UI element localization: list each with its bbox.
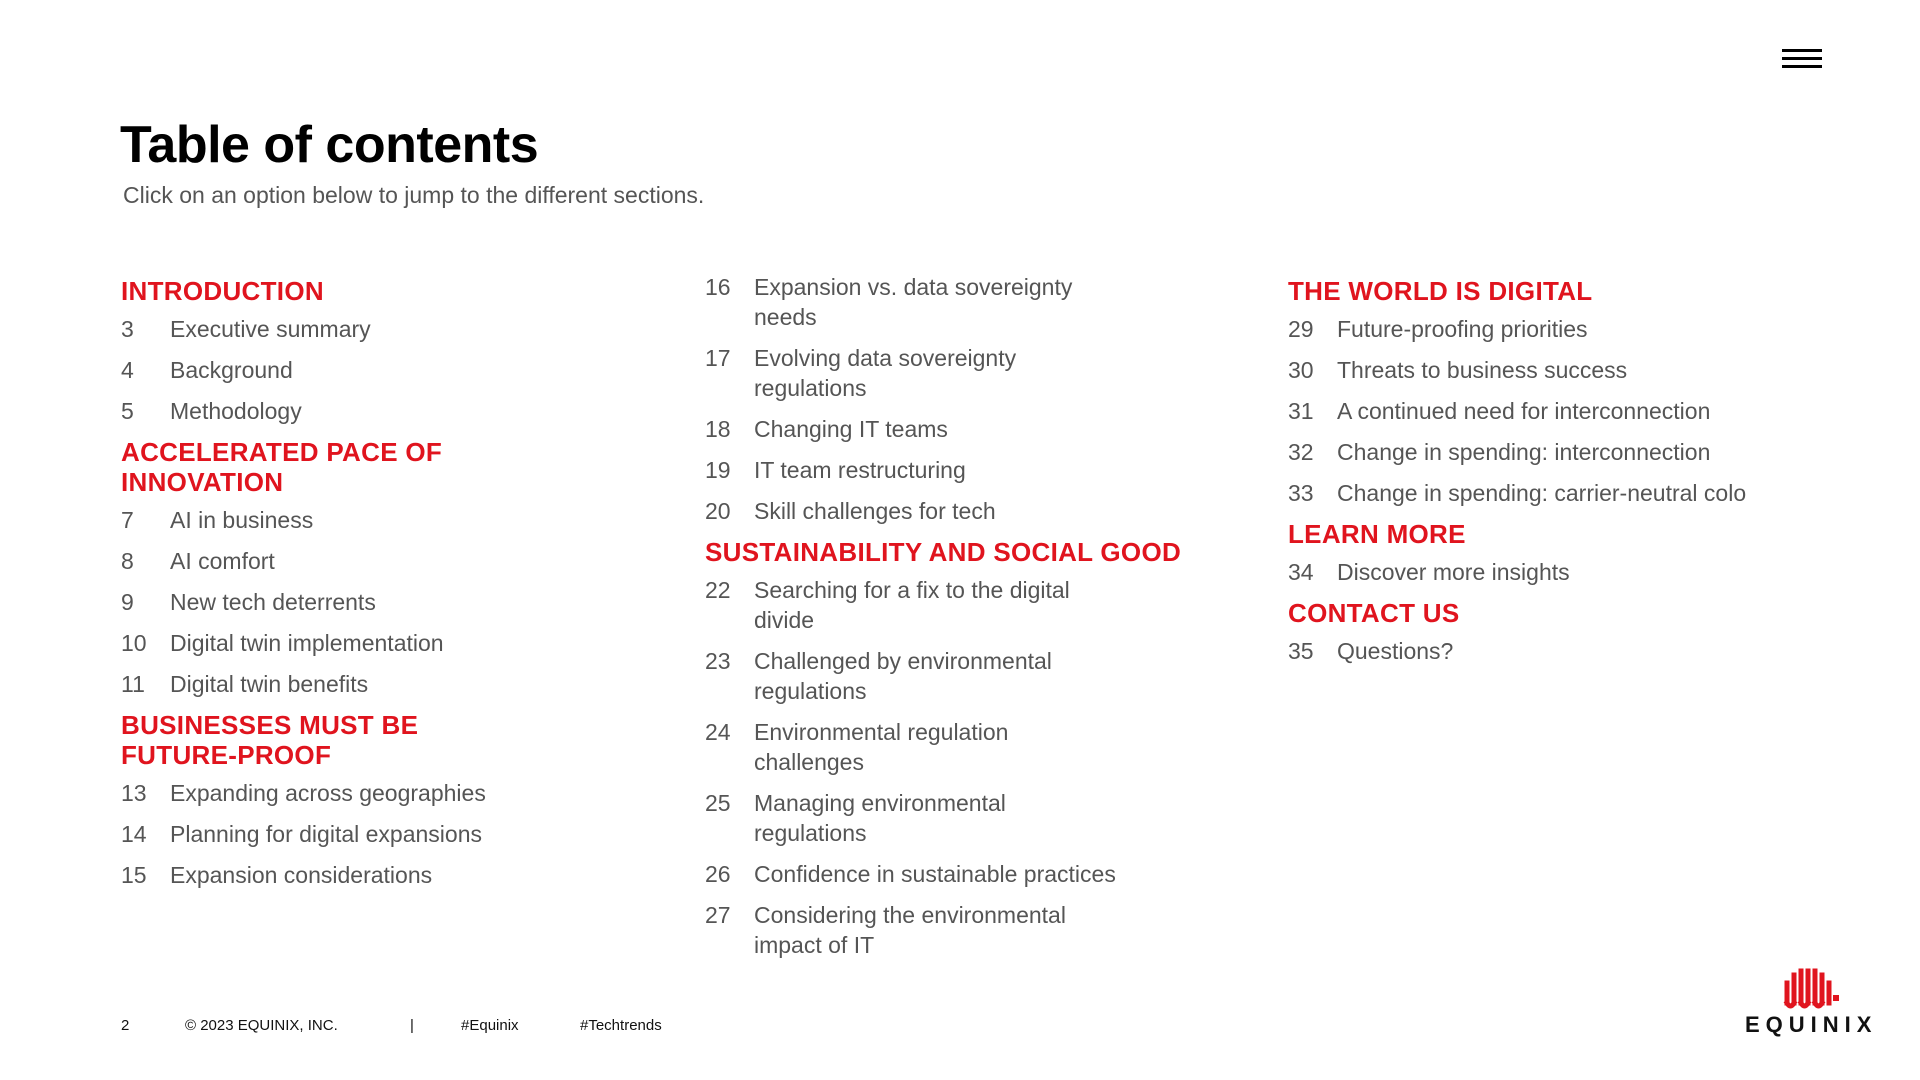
toc-entry-label: Executive summary bbox=[170, 316, 371, 342]
toc-entry-page-number: 4 bbox=[121, 357, 134, 383]
toc-entry-page-number: 9 bbox=[121, 589, 134, 615]
toc-entry[interactable] bbox=[705, 343, 1265, 403]
toc-entry[interactable] bbox=[121, 355, 571, 385]
toc-entry-label: Planning for digital expansions bbox=[170, 821, 482, 847]
toc-entry-page-number: 16 bbox=[705, 274, 731, 300]
hamburger-menu-button[interactable] bbox=[1782, 49, 1824, 73]
toc-entry-page-number: 26 bbox=[705, 861, 731, 887]
toc-entry-label: Challenged by environmental regulations bbox=[754, 648, 1052, 704]
toc-entry[interactable] bbox=[121, 546, 571, 576]
toc-entry-label: Change in spending: carrier-neutral colo bbox=[1337, 480, 1747, 506]
toc-entry-label: AI in business bbox=[170, 507, 314, 533]
toc-entry-label: Changing IT teams bbox=[754, 416, 948, 442]
toc-entry[interactable] bbox=[705, 455, 1265, 485]
toc-entry-label: Skill challenges for tech bbox=[754, 498, 996, 524]
hamburger-line bbox=[1782, 49, 1822, 52]
toc-entry-page-number: 27 bbox=[705, 902, 731, 928]
toc-column-3 bbox=[1288, 272, 1848, 677]
toc-entry-label: Questions? bbox=[1337, 638, 1454, 664]
toc-entry-label: Background bbox=[170, 357, 293, 383]
section-heading[interactable]: THE WORLD IS DIGITAL bbox=[1288, 276, 1593, 306]
toc-entry[interactable] bbox=[1288, 478, 1848, 508]
footer-hashtag-techtrends[interactable]: #Techtrends bbox=[580, 1017, 662, 1034]
toc-entry-page-number: 25 bbox=[705, 790, 731, 816]
toc-entry[interactable] bbox=[1288, 396, 1848, 426]
toc-entry-page-number: 15 bbox=[121, 862, 147, 888]
toc-entry[interactable] bbox=[705, 717, 1265, 777]
toc-column-1 bbox=[121, 272, 571, 901]
toc-entry-page-number: 5 bbox=[121, 398, 134, 424]
toc-entry-page-number: 23 bbox=[705, 648, 731, 674]
toc-entry-page-number: 22 bbox=[705, 577, 731, 603]
toc-entry[interactable] bbox=[121, 587, 571, 617]
toc-entry-page-number: 8 bbox=[121, 548, 134, 574]
toc-entry-page-number: 29 bbox=[1288, 316, 1314, 342]
hamburger-line bbox=[1782, 65, 1822, 68]
toc-entry-page-number: 33 bbox=[1288, 480, 1314, 506]
footer-page-number: 2 bbox=[121, 1017, 130, 1034]
footer-hashtag-equinix[interactable]: #Equinix bbox=[461, 1017, 519, 1034]
toc-entry-label: Digital twin implementation bbox=[170, 630, 444, 656]
toc-entry-page-number: 18 bbox=[705, 416, 731, 442]
toc-entry[interactable] bbox=[121, 396, 571, 426]
equinix-logo-text: EQUINIX bbox=[1745, 1012, 1878, 1037]
toc-entry-page-number: 32 bbox=[1288, 439, 1314, 465]
toc-entry-page-number: 17 bbox=[705, 345, 731, 371]
section-heading[interactable]: SUSTAINABILITY AND SOCIAL GOOD bbox=[705, 537, 1182, 567]
toc-entry-label: AI comfort bbox=[170, 548, 275, 574]
toc-entry-page-number: 31 bbox=[1288, 398, 1314, 424]
toc-entry-label: Environmental regulation challenges bbox=[754, 719, 1009, 775]
toc-entry[interactable] bbox=[705, 496, 1265, 526]
section-heading[interactable]: LEARN MORE bbox=[1288, 519, 1466, 549]
toc-entry-page-number: 24 bbox=[705, 719, 731, 745]
toc-entry[interactable] bbox=[705, 646, 1265, 706]
toc-entry-label: New tech deterrents bbox=[170, 589, 376, 615]
toc-entry[interactable] bbox=[705, 575, 1265, 635]
toc-entry[interactable] bbox=[1288, 557, 1848, 587]
toc-entry-label: Evolving data sovereignty regulations bbox=[754, 345, 1017, 401]
toc-entry-page-number: 34 bbox=[1288, 559, 1314, 585]
hamburger-line bbox=[1782, 57, 1822, 60]
toc-entry[interactable] bbox=[705, 788, 1265, 848]
toc-entry-label: Change in spending: interconnection bbox=[1337, 439, 1711, 465]
toc-entry-page-number: 3 bbox=[121, 316, 134, 342]
toc-entry[interactable] bbox=[121, 314, 571, 344]
toc-entry[interactable] bbox=[705, 414, 1265, 444]
toc-entry-label: Future-proofing priorities bbox=[1337, 316, 1588, 342]
toc-entry-page-number: 20 bbox=[705, 498, 731, 524]
toc-entry-label: Discover more insights bbox=[1337, 559, 1570, 585]
toc-entry-label: IT team restructuring bbox=[754, 457, 966, 483]
toc-entry-label: Expanding across geographies bbox=[170, 780, 486, 806]
toc-entry[interactable] bbox=[1288, 314, 1848, 344]
toc-entry[interactable] bbox=[121, 860, 571, 890]
toc-entry-page-number: 7 bbox=[121, 507, 134, 533]
toc-entry-page-number: 30 bbox=[1288, 357, 1314, 383]
section-heading[interactable]: INTRODUCTION bbox=[121, 276, 324, 306]
toc-column-2 bbox=[705, 272, 1265, 971]
toc-entry-label: Methodology bbox=[170, 398, 302, 424]
toc-entry[interactable] bbox=[1288, 636, 1848, 666]
toc-entry[interactable] bbox=[1288, 437, 1848, 467]
toc-entry-label: Considering the environmental impact of IT bbox=[754, 902, 1066, 958]
toc-entry-label: Digital twin benefits bbox=[170, 671, 369, 697]
toc-entry-page-number: 19 bbox=[705, 457, 731, 483]
page-subtitle: Click on an option below to jump to the different sections. bbox=[123, 182, 705, 208]
page-title: Table of contents bbox=[120, 116, 539, 174]
toc-entry[interactable] bbox=[705, 900, 1265, 960]
footer-separator: | bbox=[410, 1017, 414, 1034]
toc-entry-label: A continued need for interconnection bbox=[1337, 398, 1711, 424]
toc-entry-label: Threats to business success bbox=[1337, 357, 1628, 383]
toc-entry-label: Confidence in sustainable practices bbox=[754, 861, 1116, 887]
toc-entry[interactable] bbox=[121, 819, 571, 849]
toc-entry-page-number: 10 bbox=[121, 630, 147, 656]
toc-entry-label: Searching for a fix to the digital divide bbox=[754, 577, 1070, 633]
toc-entry[interactable] bbox=[705, 859, 1265, 889]
toc-entry-page-number: 14 bbox=[121, 821, 147, 847]
section-heading[interactable]: CONTACT US bbox=[1288, 598, 1460, 628]
toc-entry-page-number: 11 bbox=[121, 671, 145, 697]
toc-entry[interactable] bbox=[121, 628, 571, 658]
toc-entry-label: Expansion considerations bbox=[170, 862, 433, 888]
toc-entry-page-number: 35 bbox=[1288, 638, 1314, 664]
toc-entry[interactable] bbox=[121, 778, 571, 808]
toc-entry-page-number: 13 bbox=[121, 780, 147, 806]
section-heading[interactable]: ACCELERATED PACE OF INNOVATION bbox=[121, 437, 443, 497]
toc-entry-label: Managing environmental regulations bbox=[754, 790, 1006, 846]
toc-entry[interactable] bbox=[121, 505, 571, 535]
toc-entry[interactable] bbox=[121, 669, 571, 699]
toc-entry[interactable] bbox=[1288, 355, 1848, 385]
toc-entry[interactable] bbox=[705, 272, 1265, 332]
footer-copyright: © 2023 EQUINIX, INC. bbox=[185, 1017, 338, 1034]
toc-entry-label: Expansion vs. data sovereignty needs bbox=[754, 274, 1073, 330]
section-heading[interactable]: BUSINESSES MUST BE FUTURE-PROOF bbox=[121, 710, 419, 770]
